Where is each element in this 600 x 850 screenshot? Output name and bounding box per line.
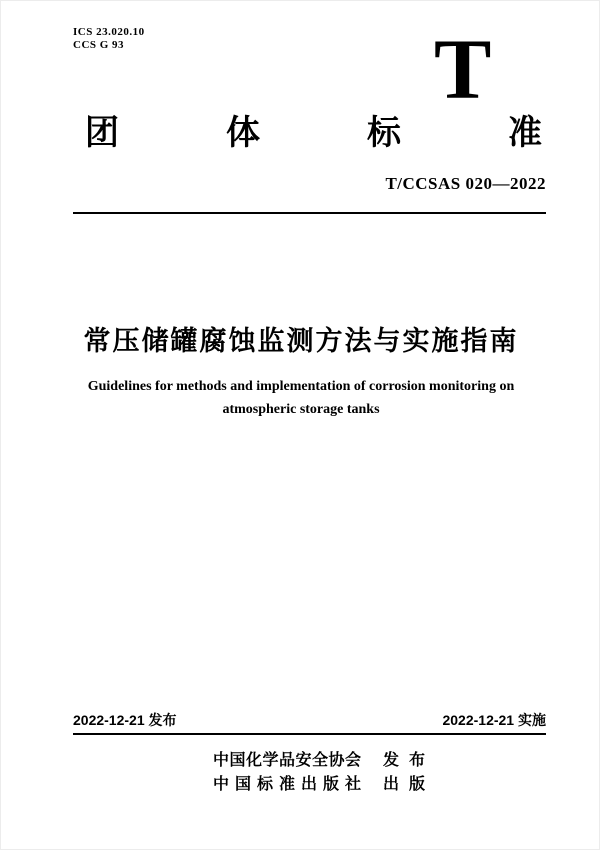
t-standard-logo: T [434, 21, 492, 117]
document-title-zh: 常压储罐腐蚀监测方法与实施指南 [83, 326, 519, 356]
press-action: 出版 [383, 776, 425, 793]
document-title-en [41, 375, 561, 421]
document-title-en-line2: atmospheric storage tanks [222, 402, 380, 417]
standard-number: T/CCSAS 020—2022 [385, 174, 546, 193]
standard-type-heading: 团体标准 [85, 114, 542, 152]
top-divider [73, 212, 546, 214]
dates-row [73, 711, 546, 729]
ccs-code: CCS G 93 [73, 39, 125, 51]
implementation-date: 2022-12-21 实施 [442, 712, 546, 728]
ics-code: ICS 23.020.10 [73, 26, 145, 38]
classification-codes [73, 26, 145, 52]
publisher-block [213, 749, 425, 797]
publisher-name: 中国化学品安全协会 [213, 752, 361, 769]
publisher-row [213, 749, 425, 773]
bottom-divider [73, 733, 546, 735]
press-name: 中国标准出版社 [213, 776, 361, 793]
press-row [213, 773, 425, 797]
document-title-en-line1: Guidelines for methods and implementation of corrosion monitoring on [87, 379, 515, 394]
issue-date: 2022-12-21 发布 [73, 712, 177, 728]
publisher-action: 发布 [383, 752, 425, 769]
